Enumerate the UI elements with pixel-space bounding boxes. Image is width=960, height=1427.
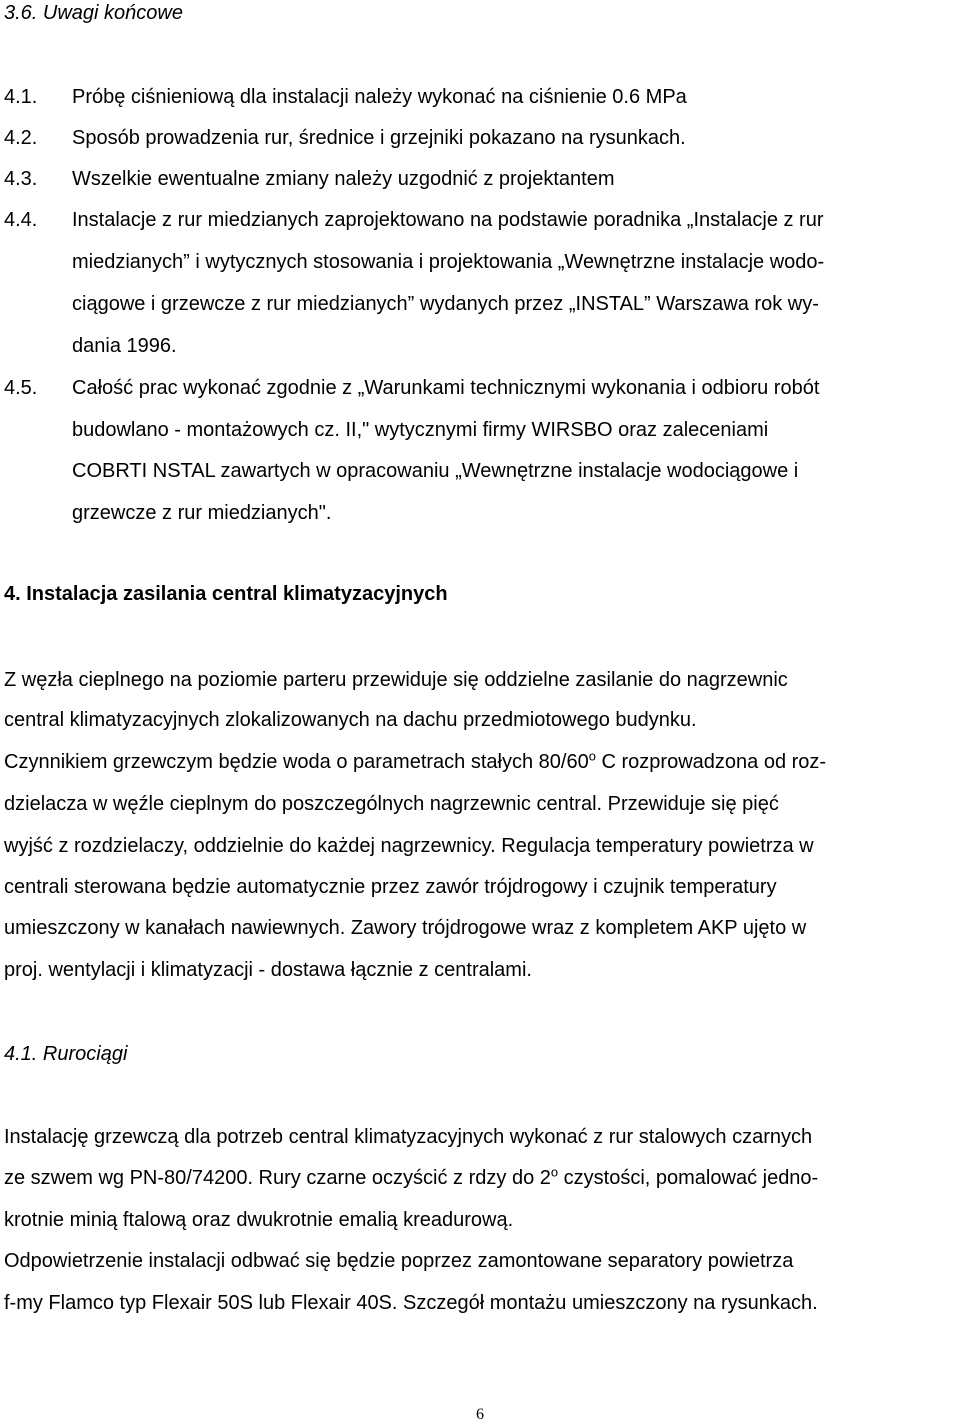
item-text: budowlano - montażowych cz. II," wytycznymi firmy WIRSBO oraz zaleceniami	[72, 419, 769, 441]
paragraph-line: centrali sterowana będzie automatycznie przez zawór trójdrogowy i czujnik temperatury	[4, 876, 777, 898]
section-4-title: 4. Instalacja zasilania central klimatyzacyjnych	[4, 583, 448, 605]
paragraph-line: umieszczony w kanałach nawiewnych. Zawory trójdrogowe wraz z kompletem AKP ujęto w	[4, 917, 807, 939]
item-number: 4.5.	[4, 377, 38, 399]
paragraph-line: Czynnikiem grzewczym będzie woda o parametrach stałych 80/60$^o$ C rozprowadzona od roz-	[4, 748, 827, 773]
item-text: ciągowe i grzewcze z rur miedzianych” wydanych przez „INSTAL” Warszawa rok wy-	[72, 293, 819, 315]
section-3-6-title: 3.6. Uwagi końcowe	[4, 2, 183, 24]
section-4-1-title: 4.1. Rurociągi	[4, 1043, 128, 1065]
item-number: 4.2.	[4, 127, 38, 149]
paragraph-line: krotnie minią ftalową oraz dwukrotnie emalią kreadurową.	[4, 1209, 514, 1231]
item-text: COBRTI NSTAL zawartych w opracowaniu „Wewnętrzne instalacje wodociągowe i	[72, 460, 799, 482]
item-text: Próbę ciśnieniową dla instalacji należy wykonać na ciśnienie 0.6 MPa	[72, 86, 687, 108]
paragraph-line: ze szwem wg PN-80/74200. Rury czarne oczyścić z rdzy do 2$^o$ czystości, pomalować jedno-	[4, 1164, 819, 1189]
item-text: grzewcze z rur miedzianych".	[72, 502, 332, 524]
item-text: Całość prac wykonać zgodnie z „Warunkami technicznymi wykonania i odbioru robót	[72, 377, 820, 399]
degree-superscript: o	[550, 1164, 559, 1180]
item-text: Instalacje z rur miedzianych zaprojektowano na podstawie poradnika „Instalacje z rur	[72, 209, 824, 231]
paragraph-line: Z węzła cieplnego na poziomie parteru przewiduje się oddzielne zasilanie do nagrzewnic	[4, 669, 788, 691]
paragraph-line: central klimatyzacyjnych zlokalizowanych na dachu przedmiotowego budynku.	[4, 709, 697, 731]
degree-superscript: o	[588, 748, 596, 764]
paragraph-line: dzielacza w węźle cieplnym do poszczególnych nagrzewnic central. Przewiduje się pięć	[4, 793, 779, 815]
item-text: Sposób prowadzenia rur, średnice i grzejniki pokazano na rysunkach.	[72, 127, 686, 149]
item-text: Wszelkie ewentualne zmiany należy uzgodnić z projektantem	[72, 168, 615, 190]
item-number: 4.4.	[4, 209, 38, 231]
paragraph-line: Odpowietrzenie instalacji odbwać się będzie poprzez zamontowane separatory powietrza	[4, 1250, 794, 1272]
item-text: miedzianych” i wytycznych stosowania i projektowania „Wewnętrzne instalacje wodo-	[72, 251, 825, 273]
paragraph-line: Instalację grzewczą dla potrzeb central klimatyzacyjnych wykonać z rur stalowych czarnych	[4, 1126, 813, 1148]
page-number: 6	[476, 1406, 484, 1423]
paragraph-line: proj. wentylacji i klimatyzacji - dostawa łącznie z centralami.	[4, 959, 532, 981]
paragraph-line: f-my Flamco typ Flexair 50S lub Flexair 40S. Szczegół montażu umieszczony na rysunkach.	[4, 1292, 818, 1314]
item-number: 4.1.	[4, 86, 38, 108]
item-number: 4.3.	[4, 168, 38, 190]
paragraph-line: wyjść z rozdzielaczy, oddzielnie do każdej nagrzewnicy. Regulacja temperatury powietrza w	[4, 835, 814, 857]
item-text: dania 1996.	[72, 335, 177, 357]
